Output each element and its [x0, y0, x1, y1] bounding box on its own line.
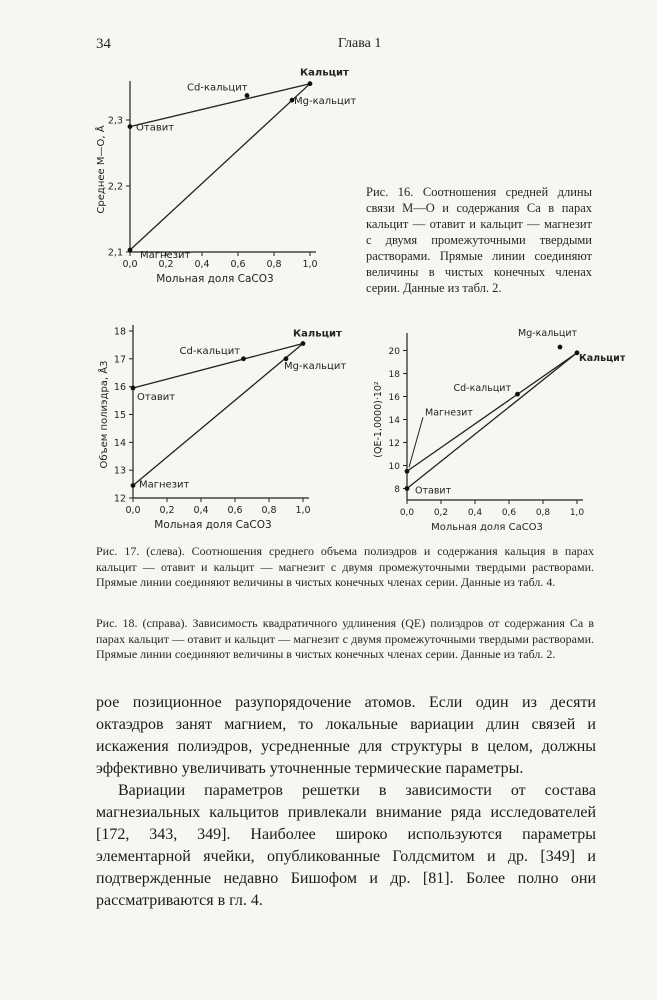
x-tick-label: 0,0: [399, 508, 415, 518]
x-tick-label: 1,0: [295, 505, 311, 516]
x-tick-label: 1,0: [302, 259, 318, 270]
body-paragraph-2: Вариации параметров решетки в зависимости от состава магнезиальных кальцитов привлекали внимание ряда исследователей [172, 343, 349]. Наиболее широко используются параметры элементарной ячейки, опубликованные Голдсмитом и др. [349] и подтвержденные недавно Бишофом и др. [81]. Более полно они рассматриваются в гл. 4.: [96, 782, 596, 909]
y-tick-label: 2,1: [107, 247, 123, 259]
data-point: [128, 124, 133, 129]
figure-17-caption: Рис. 17. (слева). Соотношения среднего объема полиэдров и содержания кальция в парах кальцит — отавит и кальцит — магнезит с двумя промежуточными твердыми растворами. Прямые линии соединяют величины в чистых конечных членах серии. Данные из табл. 4.: [96, 544, 594, 589]
x-axis-label: Мольная доля CaCO3: [431, 522, 543, 533]
x-tick-label: 0,8: [535, 508, 551, 518]
x-tick-label: 0,4: [194, 259, 210, 270]
x-axis-label: Мольная доля CaCO3: [154, 519, 272, 531]
x-tick-label: 0,6: [227, 505, 243, 516]
point-label: Cd-кальцит: [187, 82, 248, 94]
point-label: Mg-кальцит: [284, 360, 347, 372]
data-point: [515, 392, 520, 397]
x-tick-label: 0,4: [467, 508, 483, 518]
data-point: [131, 483, 136, 488]
y-tick-label: 12: [388, 439, 400, 449]
y-tick-label: 15: [113, 410, 126, 421]
y-axis-label: Объем полиэдра, Å3: [99, 360, 110, 469]
data-point: [128, 248, 133, 253]
point-label: Cd-кальцит: [453, 383, 511, 395]
y-tick-label: 2,2: [107, 181, 123, 193]
x-axis-label: Мольная доля CaCO3: [156, 273, 274, 285]
data-point: [301, 341, 306, 346]
point-label: Mg-кальцит: [518, 328, 578, 340]
point-label: Отавит: [137, 392, 176, 404]
data-point: [245, 93, 250, 98]
point-label: Mg-кальцит: [294, 96, 357, 108]
point-label: Магнезит: [425, 407, 473, 419]
series-line: [130, 84, 310, 250]
data-point: [558, 345, 563, 350]
y-tick-label: 17: [113, 354, 126, 366]
page-number: 34: [96, 36, 111, 52]
y-tick-label: 16: [388, 393, 400, 403]
y-axis-label: Среднее M—O, Å: [96, 125, 107, 214]
y-tick-label: 10: [388, 462, 400, 472]
y-tick-label: 12: [113, 493, 126, 505]
y-tick-label: 13: [113, 465, 126, 477]
y-tick-label: 16: [113, 382, 126, 394]
body-paragraph-1: рое позиционное разупорядочение атомов. Если один из десяти октаэдров занят магнием, то локальные вариации длин связей и искажения полиэдров, усредненные для структуры в целом, должны эффективно увеличивать уточненные термические параметры.: [96, 694, 596, 777]
x-tick-label: 0,2: [433, 508, 449, 518]
point-label: Кальцит: [579, 352, 626, 364]
x-tick-label: 1,0: [569, 508, 585, 518]
data-point: [405, 469, 410, 474]
point-label: Отавит: [415, 485, 452, 497]
running-head: Глава 1: [338, 36, 382, 51]
data-point: [131, 386, 136, 391]
x-tick-label: 0,0: [125, 505, 141, 516]
y-tick-label: 18: [113, 326, 126, 338]
figure-16-chart: [95, 67, 357, 302]
y-tick-label: 14: [113, 437, 126, 449]
x-tick-label: 0,6: [230, 259, 246, 270]
body-text: [96, 692, 596, 912]
x-tick-label: 0,8: [266, 259, 282, 270]
y-tick-label: 2,3: [107, 115, 123, 127]
y-tick-label: 20: [388, 347, 400, 357]
point-label: Магнезит: [140, 250, 191, 262]
figure-18-caption: Рис. 18. (справа). Зависимость квадратичного удлинения (QE) полиэдров от содержания Ca в парах кальцит — отавит и кальцит — магнезит с двумя промежуточными твердыми растворами. Прямые линии соединяют величины в чистых конечных членах серии. Данные из табл. 2.: [96, 616, 594, 661]
x-tick-label: 0,6: [501, 508, 517, 518]
x-tick-label: 0,2: [159, 505, 175, 516]
point-label: Кальцит: [293, 328, 342, 340]
point-label: Отавит: [136, 122, 175, 134]
x-tick-label: 0,2: [158, 259, 174, 270]
data-point: [308, 81, 313, 86]
y-axis-label: (QE-1,0000)·10²: [373, 381, 384, 458]
figure-17-chart: [95, 312, 355, 537]
point-label: Кальцит: [300, 67, 349, 79]
point-label: Магнезит: [139, 479, 190, 491]
x-tick-label: 0,8: [261, 505, 277, 516]
figure-18-chart: [370, 325, 626, 537]
series-line: [407, 353, 577, 489]
data-point: [405, 486, 410, 491]
label-leader: [409, 417, 423, 467]
y-tick-label: 18: [388, 370, 400, 380]
x-tick-label: 0,0: [122, 259, 138, 270]
y-tick-label: 14: [388, 416, 400, 426]
y-tick-label: 8: [394, 485, 400, 495]
point-label: Cd-кальцит: [179, 345, 241, 357]
figure-16-caption: Рис. 16. Соотношения средней длины связи M—O и содержания Ca в парах кальцит — отавит и кальцит — магнезит с двумя промежуточными твердыми растворами. Прямые линии соединяют величины в чистых конечных членах серии. Данные из табл. 2.: [366, 185, 592, 295]
data-point: [241, 356, 246, 361]
x-tick-label: 0,4: [193, 505, 209, 516]
series-line: [133, 344, 303, 486]
